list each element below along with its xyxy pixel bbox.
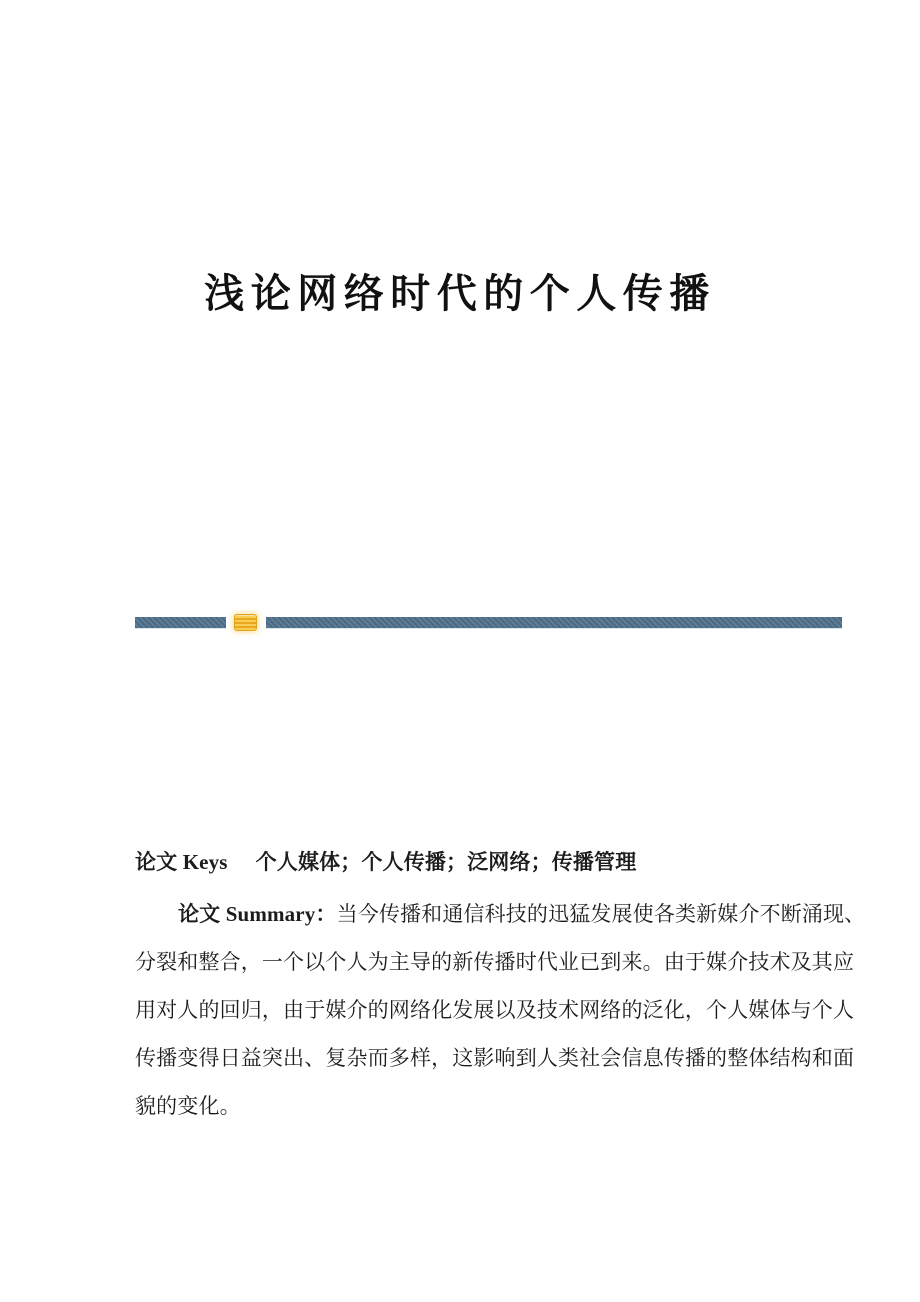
summary-line — [135, 986, 857, 1034]
summary-line — [135, 1082, 857, 1130]
summary-line-text: 传播变得日益突出、复杂而多样，这影响到人类社会信息传播的整体结构和面 — [135, 1046, 855, 1070]
section-divider — [135, 614, 842, 634]
keywords-line — [135, 838, 857, 886]
abstract-block — [135, 838, 866, 1130]
summary-line-text: 当今传播和通信科技的迅猛发展使各类新媒介不断涌现、 — [336, 902, 866, 926]
gold-ornament-icon — [234, 614, 257, 631]
summary-line-text: 貌的变化。 — [135, 1094, 241, 1118]
summary-line — [135, 1034, 857, 1082]
keywords-value: 个人媒体；个人传播；泛网络；传播管理 — [255, 850, 637, 874]
summary-paragraph — [135, 890, 866, 1130]
summary-label: 论文 Summary： — [178, 902, 337, 926]
keywords-label: 论文 Keys — [135, 850, 228, 874]
page-title: 浅论网络时代的个人传播 — [204, 271, 716, 316]
summary-line — [135, 890, 866, 938]
summary-line-text: 分裂和整合，一个以个人为主导的新传播时代业已到来。由于媒介技术及其应 — [135, 950, 855, 974]
summary-line — [135, 938, 857, 986]
summary-line-text: 用对人的回归，由于媒介的网络化发展以及技术网络的泛化，个人媒体与个人 — [135, 998, 855, 1022]
